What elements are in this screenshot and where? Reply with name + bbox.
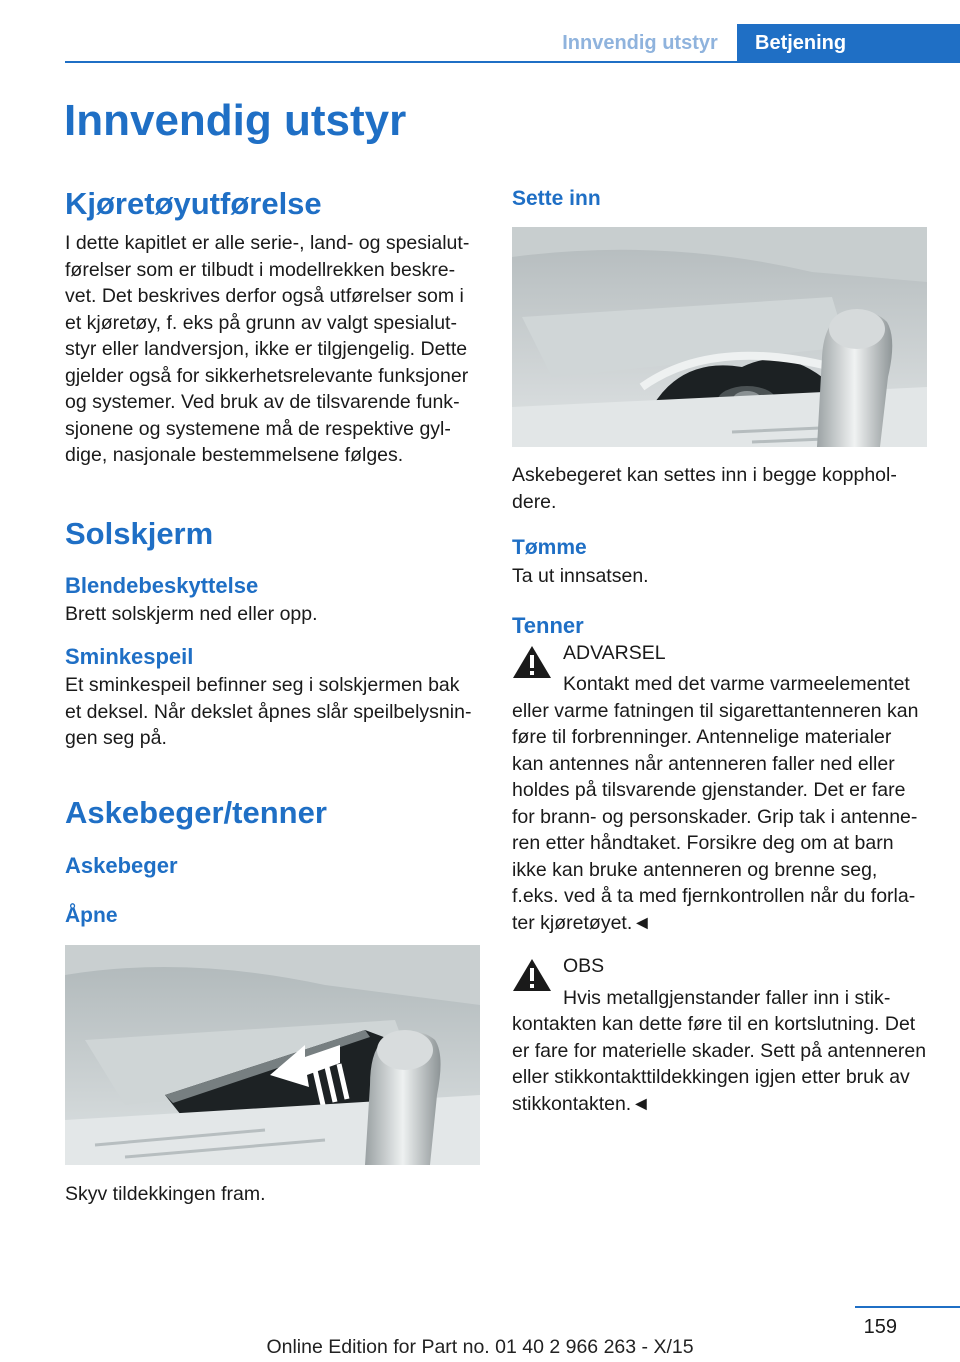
page-number: 159 [863, 1316, 897, 1338]
warning-triangle-icon [512, 644, 552, 680]
edition-footer: Online Edition for Part no. 01 40 2 966 263 - X/15 [266, 1336, 694, 1358]
paragraph-vehicle-equipment: I dette kapitlet er alle serie-, land- og spesialutførelser som er tilbudt i modellrekken beskrevet. Det beskrives derfor også utførelser som i et kjøretøy, f. eks på grunn av valgt spesialutstyr eller landversjon, ikke er tilgjengelig. Dette gjelder også for sikkerhetsrelevante funksjoner og systemer. Ved bruk av de tilsvarende funksjonene og systemene må de respektive gyldige, nasjonale bestemmelsene følges. [65, 232, 470, 466]
header-chapter-tab[interactable]: Betjening [737, 24, 960, 62]
heading-vehicle-equipment: Kjøretøyutførelse [65, 186, 322, 221]
heading-ashtray: Askebeger [65, 852, 178, 878]
warning-block-obs [512, 953, 927, 1117]
right-column [512, 184, 927, 1117]
heading-insert: Sette inn [512, 187, 601, 210]
warning-triangle-icon [512, 957, 552, 993]
heading-glare-shield: Blendebeskyttelse [65, 572, 259, 598]
paragraph-empty: Ta ut innsatsen. [512, 565, 649, 587]
ashtray-insert-photo [512, 227, 927, 447]
warning-body-advarsel: Kontakt med det varme varmeelementet eller varme fatningen til sigarettantenneren kan føre til forbrenninger. Antennelige materialer kan antennes når antenneren faller ned eller holdes på tilsvarende gjenstander. Det er fare for brann- og personskader. Grip tak i antenneren etter håndtaket. Forsikre deg om at barn ikke kan bruke antenneren og brenne seg, f.eks. ved å ta med fjernkontrollen når du forlater kjøretøyet.◄ [512, 673, 919, 934]
heading-open: Åpne [65, 903, 118, 927]
left-column [65, 184, 480, 1207]
chapter-title: Innvendig utstyr [64, 96, 407, 145]
caption-insert: Askebegeret kan settes inn i begge koppholdere. [512, 464, 897, 513]
heading-empty: Tømme [512, 536, 587, 559]
heading-ashtray-lighter: Askebeger/tenner [65, 794, 327, 830]
paragraph-glare-shield: Brett solskjerm ned eller opp. [65, 602, 318, 625]
heading-sun-visor: Solskjerm [65, 515, 214, 551]
caption-open: Skyv tildekkingen fram. [65, 1182, 266, 1205]
ashtray-open-photo [65, 945, 480, 1165]
warning-block-advarsel [512, 640, 927, 937]
heading-vanity-mirror: Sminkespeil [65, 644, 194, 669]
warning-title-advarsel: ADVARSEL [563, 641, 666, 664]
heading-lighter: Tenner [512, 612, 584, 638]
warning-title-obs: OBS [563, 955, 605, 977]
header-section-tab[interactable]: Innvendig utstyr [562, 32, 718, 54]
paragraph-vanity-mirror: Et sminkespeil befinner seg i solskjermen bak et deksel. Når dekslet åpnes slår speilbelysningen seg på. [65, 674, 472, 749]
warning-body-obs: Hvis metallgjenstander faller inn i stikkontakten kan dette føre til en kortslutning. Det er fare for materielle skader. Sett på antenneren eller stikkontakttildekkingen igjen etter bruk av stikkontakten.◄ [512, 986, 927, 1115]
page-number-rule [855, 1306, 960, 1308]
